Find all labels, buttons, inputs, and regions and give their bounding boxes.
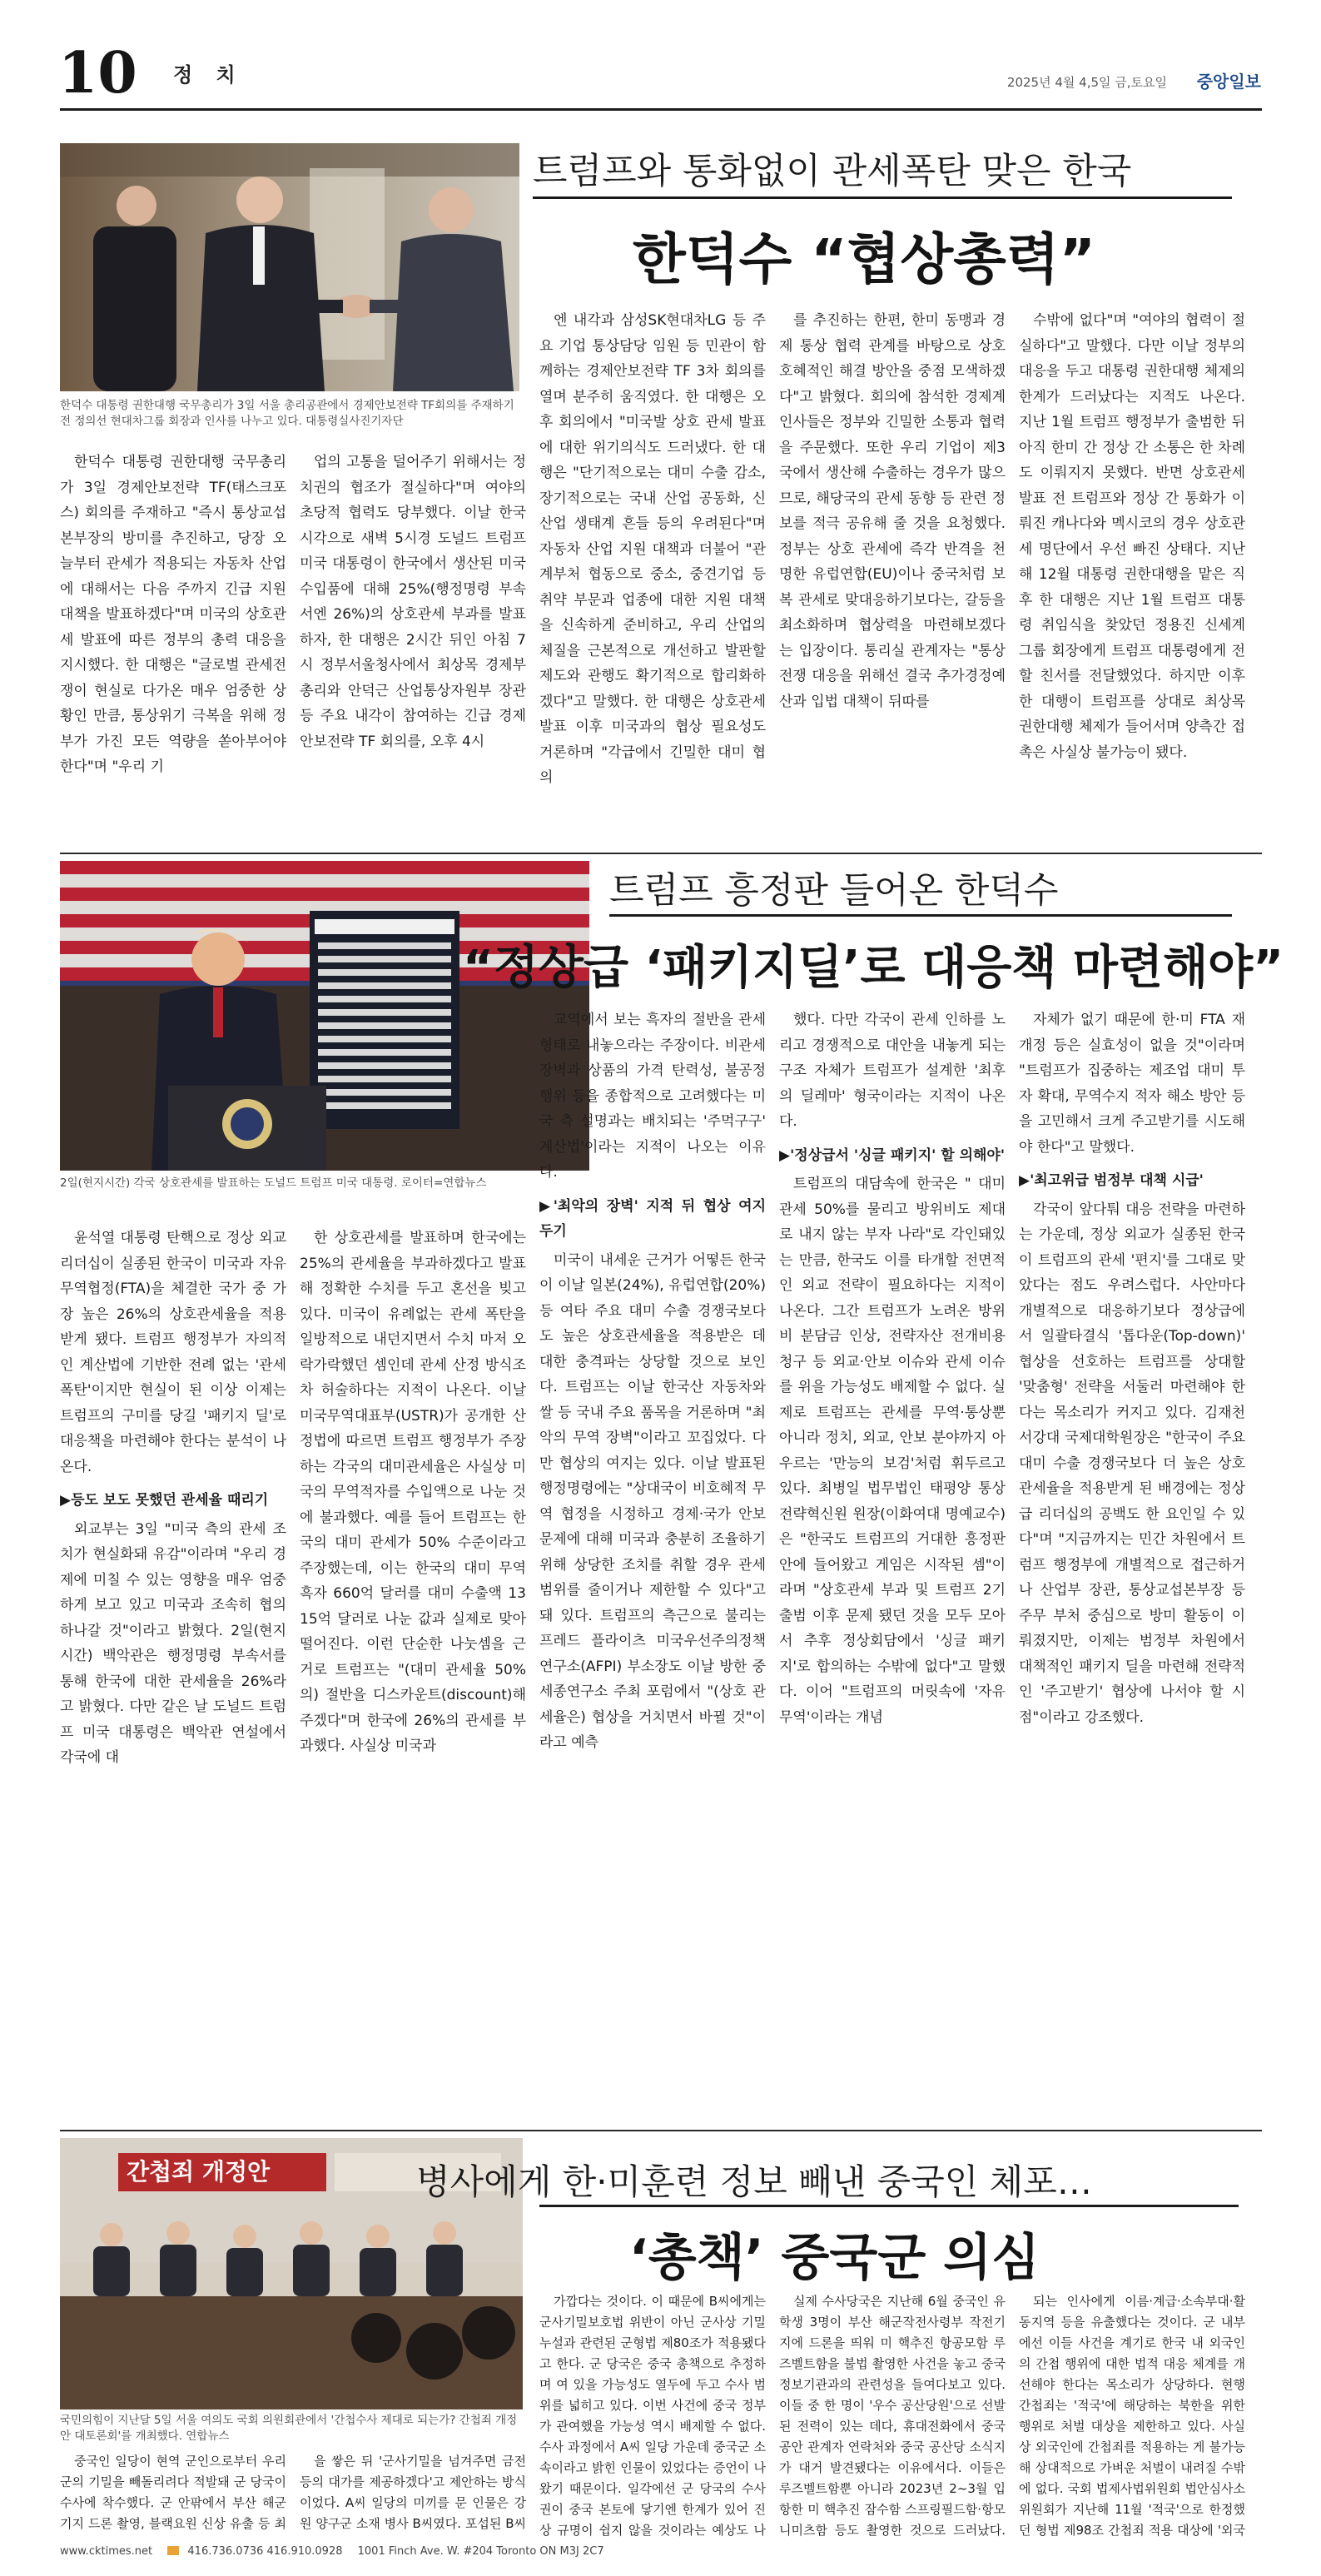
article2-column-1 [60, 1226, 286, 2121]
article1-paragraph: 엔 내각과 삼성SK현대차LG 등 주요 기업 통상담당 임원 등 민관이 함께하는 경제안보전략 TF 3차 회의를 열며 분주히 움직였다. 한 대행은 오후 회의에서 "미국발 상호 관세 발표에 대한 위기의식도 드러냈다. 한 대행은 "단기적으로는 대미 수출 감소, 장기적으로는 국내 산업 공동화, 신산업 생태계 흔들 등의 우려된다"며 자동차 산업 지원 대책과 더불어 "관계부처 협동으로 중소, 중견기업 등 취약 부문과 업종에 대한 지원 대책을 신속하게 준비하고, 우리 산업의 체질을 근본적으로 개선하고 발판할 제도와 관행도 확기적으로 합리화하겠다"고 말했다. 한 대행은 상호관세 발표 이후 미국과의 협상 필요성도 거론하며 "각급에서 긴밀한 대미 협의 [539, 312, 766, 786]
article3-paragraph: 되는 인사에게 이름·계급·소속부대·활동지역 등을 유출했다는 것이다. 군 내부에선 이들 사건을 계기로 한국 내 외국인의 간첩 행위에 대한 법적 대응 체계를 개선해야 한다는 목소리가 상당하다. 현행 간첩죄는 '적국'에 해당하는 북한을 위한 행위로 처벌 대상을 제한하고 있다. 사실상 외국인에 간첩죄를 적용하는 게 불가능해 상대적으로 가벼운 처벌이 내려질 수밖에 없다. 국회 법제사법위원회 법안심사소위원회가 지난해 11월 '적국'으로 한정했던 형법 제98조 간첩죄 적용 대상에 '외국 [1019, 2294, 1245, 2538]
article3-kicker: 병사에게 한·미훈련 정보 빼낸 중국인 체포… [416, 2161, 1092, 2202]
article2-paragraph: 했다. 다만 각국이 관세 인하를 노리고 경쟁적으로 대안을 내놓게 되는 구조 자체가 트럼프가 설계한 '최후의 딜레마' 형국이라는 지적이 나온다. [779, 1012, 1006, 1130]
section-separator [60, 853, 1262, 854]
article2-headline: “정상급 ‘패키지딜’로 대응책 마련해야” [463, 941, 1284, 995]
article1-paragraph: 를 추진하는 한편, 한미 동맹과 경제 통상 협력 관계를 바탕으로 상호 호혜적인 해결 방안을 중점 모색하겠다"고 밝혔다. 회의에 참석한 경제계 인사들은 정부와 긴밀한 소통과 협력을 주문했다. 또한 우리 기업이 제3국에서 생산해 수출하는 경우가 많으므로, 해당국의 관세 동향 등 관련 정보를 적극 공유해 줄 것을 요청했다. 정부는 상호 관세에 즉각 반격을 천명한 유럽연합(EU)이나 중국처럼 보복 관세로 맞대응하기보다는, 갈등을 최소화하며 협상력을 마련해보겠다는 입장이다. 통리실 관계자는 "통상전쟁 대응을 위해선 결국 추가경정예산과 입법 대책이 뒤따를 [779, 312, 1006, 710]
article2-subheading: ▶'정상급서 '싱글 패키지' 할 의해야' [779, 1146, 1006, 1164]
article2-column-4 [779, 1007, 1006, 2121]
section-separator [60, 2130, 1262, 2131]
article3-column-1 [60, 2451, 286, 2538]
article2-column-3 [539, 1007, 766, 2121]
tariff-announcement-photo-illustration [60, 861, 589, 1171]
article1-photo [60, 143, 519, 391]
article2-paragraph: 자체가 없기 때문에 한·미 FTA 재개정 등은 실효성이 없을 것"이라며 "트럼프가 집중하는 제조업 대미 투자 확대, 무역수지 적자 해소 방안 등을 고민해서 크게 주고받기를 시도해야 한다"고 말했다. [1019, 1012, 1245, 1156]
photo-banner-text: 간첩죄 개정안 [127, 2158, 271, 2186]
article2-kicker-rule [609, 914, 1232, 917]
article1-column-5 [1019, 308, 1245, 848]
phone-numbers: 416.736.0736 416.910.0928 [187, 2545, 343, 2558]
article1-kicker-rule [533, 196, 1232, 199]
article3-column-3 [539, 2291, 766, 2538]
article1-column-2 [300, 450, 526, 848]
article1-kicker: 트럼프와 통화없이 관세폭탄 맞은 한국 [533, 151, 1132, 192]
article2-paragraph: 윤석열 대통령 탄핵으로 정상 외교 리더십이 실종된 한국이 미국과 자유무역협정(FTA)을 체결한 국가 중 가장 높은 26%의 상호관세율을 적용받게 됐다. 트럼프 행정부가 자의적인 계산법에 기반한 전례 없는 '관세 폭탄'이지만 현실이 된 이상 이제는 트럼프의 구미를 당길 '패키지 딜'로 대응책을 마련해야 한다는 분석이 나온다. [60, 1230, 286, 1475]
article3-kicker-rule [539, 2205, 1239, 2207]
article3-column-4 [779, 2291, 1006, 2538]
article2-paragraph: 각국이 앞다퉈 대응 전략을 마련하는 가운데, 정상 외교가 실종된 한국이 트럼프의 관세 '편지'를 그대로 맞았다는 점도 우려스럽다. 사안마다 개별적으로 대응하기보다 정상급에서 일괄타결식 '톱다운(Top-down)' 협상을 선호하는 트럼프를 상대할 '맞춤형' 전략을 서둘러 마련해야 한다는 목소리가 커지고 있다. 김재천 서강대 국제대학원장은 "한국이 주요 대미 수출 경쟁국보다 더 높은 상호관세율을 적용받게 된 배경에는 정상급 리더십의 공백도 한 요인일 수 있다"며 "지금까지는 민간 차원에서 트럼프 행정부에 개별적으로 접근하거나 산업부 장관, 통상교섭본부장 등 주무 부처 중심으로 방미 활동이 이뤄졌지만, 이제는 범정부 차원에서 대책적인 패키지 딜을 마련해 전략적인 '주고받기' 협상에 나서야 할 시점"이라고 강조했다. [1019, 1201, 1245, 1726]
article2-kicker: 트럼프 흥정판 들어온 한덕수 [609, 870, 1059, 912]
article2-subheading: ▶'최악의 장벽' 지적 뒤 협상 여지 두기 [539, 1197, 766, 1240]
office-address: 1001 Finch Ave. W. #204 Toronto ON M3J 2C7 [357, 2545, 604, 2558]
article2-paragraph: 미국이 내세운 근거가 어떻든 한국이 이날 일본(24%), 유럽연합(20%) 등 여타 주요 대미 수출 경쟁국보다도 높은 상호관세율을 적용받은 데 대한 충격파는 상당할 것으로 보인다. 트럼프는 이날 한국산 자동차와 쌀 등 국내 주요 품목을 거론하며 "최악의 무역 장벽"이라고 꼬집었다. 다만 협상의 여지는 있다. 이날 발표된 행정명령에는 "상대국이 비호혜적 무역 협정을 시정하고 경제·국가 안보 문제에 대해 미국과 충분히 조율하기 위해 상당한 조치를 취할 경우 관세 범위를 줄이거나 제한할 수 있다"고 돼 있다. 트럼프의 측근으로 불리는 프레드 플라이츠 미국우선주의정책연구소(AFPI) 부소장도 이날 방한 중 세종연구소 주최 포럼에서 "(상호 관세율은) 협상을 거치면서 바뀔 것"이라고 예측 [539, 1251, 766, 1751]
page-number: 10 [58, 40, 137, 107]
mail-icon [167, 2546, 179, 2555]
article2-paragraph: 교역에서 보는 흑자의 절반을 관세 형태로 내놓으라는 주장이다. 비관세 장벽과 상품의 가격 탄력성, 불공정 행위 등을 종합적으로 고려했다는 미국 측 설명과는 배치되는 '주먹구구' 계산법'이라는 지적이 나오는 이유다. [539, 1012, 766, 1181]
article1-column-4 [779, 308, 1006, 848]
website-link[interactable]: www.cktimes.net [60, 2545, 153, 2558]
article1-paragraph: 업의 고통을 덜어주기 위해서는 정치권의 협조가 절실하다"며 여야의 초당적 협력도 당부했다. 이날 한국 시각으로 새벽 5시경 도널드 트럼프 미국 대통령이 한국에서 생산된 미국 수입품에 대해 25%(행정명령 부속서엔 26%)의 상호관세 부과를 발표하자, 한 대행은 2시간 뒤인 아침 7시 정부서울청사에서 최상목 경제부총리와 안덕근 산업통상자원부 장관 등 주요 내각이 참여하는 긴급 경제안보전략 TF 회의를, 오후 4시 [300, 454, 526, 750]
article3-headline: ‘총책’ 중국군 의심 [629, 2229, 1040, 2287]
article2-paragraph: 한 상호관세를 발표하며 한국에는 25%의 관세율을 부과하겠다고 발표해 정확한 수치를 두고 혼선을 빚고 있다. 미국이 유례없는 관세 폭탄을 일방적으로 내던지면서 수치 마저 오락가락했던 셈인데 관세 산정 방식조차 허술하다는 지적이 나온다. 이날 미국무역대표부(USTR)가 공개한 산정법에 따르면 트럼프 행정부가 주장하는 각국의 대미관세율은 사실상 미국의 무역적자를 수입액으로 나눈 것에 불과했다. 예를 들어 트럼프는 한국의 대미 관세가 50% 수준이라고 주장했는데, 이는 한국의 대미 무역흑자 660억 달러를 대미 수출액 1315억 달러로 나눈 값과 실제로 맞아떨어진다. 이런 단순한 나눗셈을 근거로 트럼프는 "(대미 관세율 50%의) 절반을 디스카운트(discount)해주겠다"며 한국에 26%의 관세를 부과했다. 사실상 미국과 [300, 1230, 526, 1754]
article1-column-1 [60, 450, 286, 848]
issue-date: 2025년 4월 4,5일 금,토요일 [1006, 75, 1167, 90]
article3-paragraph: 가깝다는 것이다. 이 때문에 B씨에게는 군사기밀보호법 위반이 아닌 군사상 기밀 누설과 관련된 군형법 제80조가 적용됐다고 한다. 군 당국은 중국 총책으로 추정하며 여 있을 가능성도 열두에 두고 수사 범위를 넓히고 있다. 이번 사건에 중국 정부가 관여했을 가능성 역시 배제할 수 없다. 수사 과정에서 A씨 일당 가운데 중국군 소속이라고 밝힌 인물이 있었다는 증언이 나왔기 때문이다. 일각에선 군 당국의 수사권이 중국 본토에 닿기엔 한계가 있어 진상 규명이 쉽지 않을 것이라는 예상도 나 [539, 2294, 766, 2538]
article3-column-5 [1019, 2291, 1245, 2538]
page-header [0, 0, 1321, 117]
article2-paragraph: 트럼프의 대담속에 한국은 " 대미 관세 50%를 물리고 방위비도 제대로 내지 않는 부자 나라"로 각인돼있는 만큼, 한국도 이를 타개할 전면적인 외교 전략이 필요하다는 지적이 나온다. 그간 트럼프가 노려온 방위비 분담금 인상, 전략자산 전개비용 청구 등 외교·안보 이슈와 관세 이슈를 위을 가능성도 배제할 수 없다. 실제로 트럼프는 관세를 무역·통상뿐 아니라 정치, 외교, 안보 분야까지 아우르는 '만능의 보검'처럼 휘두르고 있다. 최병일 법무법인 태평양 통상전략혁신원 원장(이화여대 명예교수)은 "한국도 트럼프의 거대한 흥정판 안에 들어왔고 게임은 시작된 셈"이라며 "상호관세 부과 및 트럼프 2기 출범 이후 문제 됐던 것을 모두 모아서 추후 정상회담에서 '싱글 패키지'로 합의하는 수밖에 없다"고 말했다. 이어 "트럼프의 머릿속에 '자유 무역'이라는 개념 [779, 1176, 1006, 1726]
article2-column-2 [300, 1226, 526, 2121]
article1-headline: 한덕수 “협상총력” [633, 227, 1096, 291]
article3-paragraph: 을 쌓은 뒤 '군사기밀을 넘겨주면 금전 등의 대가를 제공하겠다'고 제안하는 방식이었다. A씨 일당의 미끼를 문 인물은 강원 양구군 소재 병사 B씨였다. 포섭된 B씨 [300, 2454, 526, 2531]
article2-subheading: ▶'최고위급 범정부 대책 시급' [1019, 1172, 1204, 1189]
article2-paragraph: 외교부는 3일 "미국 측의 관세 조치가 현실화돼 유감"이라며 "우리 경제에 미칠 수 있는 영향을 매우 엄중하게 보고 있고 미국과 조속히 협의하나갈 것"이라고 밝혔다. 2일(현지시간) 백악관은 행정명령 부속서를 통해 한국에 대한 관세율을 26%라고 밝혔다. 다만 같은 날 도널드 트럼프 미국 대통령은 백악관 연설에서 각국에 대 [60, 1520, 286, 1766]
article2-subheading: ▶등도 보도 못했던 관세율 때리기 [60, 1492, 269, 1509]
article1-photo-caption: 한덕수 대통령 권한대행 국무총리가 3일 서울 총리공관에서 경제안보전략 TF회의를 주재하기 전 정의선 현대차그룹 회장과 인사를 나누고 있다. 대통령실사진기자단 [60, 399, 514, 428]
article1-paragraph: 한덕수 대통령 권한대행 국무총리가 3일 경제안보전략 TF(태스크포스) 회의를 주재하고 "즉시 통상교섭본부장의 방미를 추진하고, 당장 오늘부터 관세가 적용되는 자동차 산업에 대해서는 다음 주까지 긴급 지원대책을 발표하겠다"며 미국의 상호관세 발표에 따른 정부의 총력 대응을 지시했다. 한 대행은 "글로벌 관세전쟁이 현실로 다가온 매우 엄중한 상황인 만큼, 통상위기 극복을 위해 정부가 가진 모든 역량을 쏟아부어야 한다"며 "우리 기 [60, 454, 286, 775]
article3-paragraph: 중국인 일당이 현역 군인으로부터 우리 군의 기밀을 빼돌리려다 적발돼 군 당국이 수사에 착수했다. 군 안팎에서 부산 해군기지 드론 촬영, 블랙요원 신상 유출 등 최 [60, 2454, 286, 2531]
section-title: 정 치 [173, 63, 244, 87]
article2-photo [60, 861, 589, 1171]
article1-column-3 [539, 308, 766, 848]
article2-photo-caption: 2일(현지시간) 각국 상호관세를 발표하는 도널드 트럼프 미국 대통령. 로이터=연합뉴스 [60, 1176, 487, 1190]
article3-column-2 [300, 2451, 526, 2538]
article1-paragraph: 수밖에 없다"며 "여야의 협력이 절실하다"고 말했다. 다만 이날 정부의 대응을 두고 대통령 권한대행 체제의 한계가 드러났다는 지적도 나온다. 지난 1월 트럼프 행정부가 출범한 뒤 아직 한미 간 정상 간 소통은 한 차례도 이뤄지지 못했다. 반면 상호관세 발표 전 트럼프와 정상 간 통화가 이뤄진 캐나다와 멕시코의 경우 상호관세 명단에서 우선 빠진 상태다. 지난해 12월 대통령 권한대행을 맡은 직후 한 대행은 지난 1월 트럼프 대통령 취임식을 찾았던 정용진 신세계 그룹 회장에게 트럼프 대통령에게 전할 친서를 전달했었다. 하지만 이후 한 대행이 트럼프를 상대로 최상목 권한대행 체제가 들어서며 양측간 접촉은 사실상 불가능이 됐다. [1019, 312, 1245, 761]
header-rule [60, 108, 1262, 111]
page-footer [60, 2541, 1262, 2563]
newspaper-logo: 중앙일보 [1196, 72, 1261, 92]
article3-paragraph: 실제 수사당국은 지난해 6월 중국인 유학생 3명이 부산 해군작전사령부 작전기지에 드론을 띄워 미 핵추진 항공모함 루즈벨트함을 불법 촬영한 사건을 놓고 중국 정보기관과의 관련성을 들여다보고 있다. 이들 중 한 명이 '우수 공산당원'으로 선발된 전력이 있는 데다, 휴대전화에서 중국 공안 관계자 연락처와 중국 공산당 소식지가 대거 발견됐다는 이유에서다. 이들은 루즈벨트함뿐 아니라 2023년 2~3월 입항한 미 핵추진 잠수함 스프링필드함·항모 니미츠함 등도 촬영한 것으로 드러났다. [779, 2294, 1006, 2538]
article2-column-5 [1019, 1007, 1245, 2121]
handshake-photo-illustration [60, 143, 519, 391]
article3-photo-caption: 국민의힘이 지난달 5일 서울 여의도 국회 의원회관에서 '간첩수사 제대로 되는가? 간첩죄 개정안 대토론회'를 개최했다. 연합뉴스 [60, 2414, 518, 2443]
